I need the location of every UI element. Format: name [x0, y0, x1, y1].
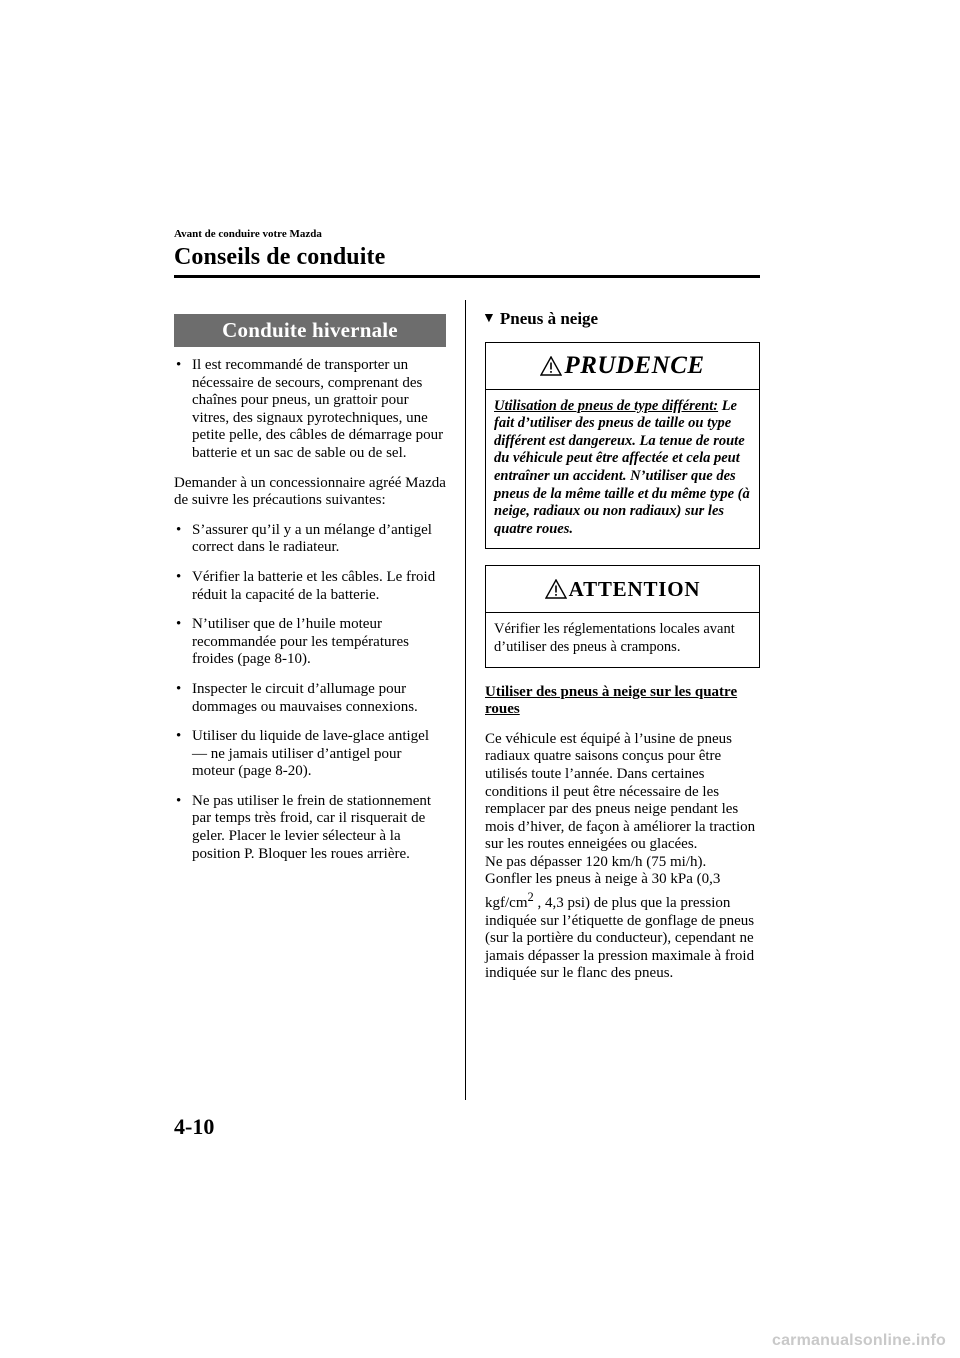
body-paragraph: Ce véhicule est équipé à l’usine de pneus radiaux quatre saisons conçus pour être utilisés toute l’année. Dans certaines conditions il peut être nécessaire de les remplacer par des pneus neige pendant les mois d’hiver, de façon à améliorer la traction sur les routes enneigées ou glacées.: [485, 730, 756, 853]
left-column: [174, 314, 446, 875]
prudence-box: [485, 342, 760, 550]
list-item-text: Inspecter le circuit d’allumage pour dommages ou mauvaises connexions.: [192, 680, 418, 715]
prudence-text: Le fait d’utiliser des pneus de taille ou type différent est dangereux. La tenue de route du véhicule peut être affectée et cela peut entraîner un accident. N’utiliser que des pneus de la même taille et du même type (à neige, radiaux ou non radiaux) sur les quatre roues.: [494, 397, 750, 537]
prudence-header: [486, 343, 759, 390]
bullet-icon: •: [176, 728, 182, 745]
snow-tires-heading-text: Pneus à neige: [499, 309, 599, 328]
prudence-label: PRUDENCE: [564, 351, 705, 379]
bullet-icon: •: [176, 568, 182, 585]
snow-tires-heading: [482, 310, 760, 328]
superscript: 2: [527, 890, 534, 905]
section-label: Avant de conduire votre Mazda: [174, 228, 322, 240]
inflation-text: [485, 871, 760, 983]
speed-limit-text: Ne pas dépasser 120 km/h (75 mi/h).: [485, 853, 707, 870]
attention-body: Vérifier les réglementations locales avant d’utiliser des pneus à crampons.: [494, 621, 735, 655]
bullet-icon: •: [176, 521, 182, 538]
list-item: [174, 569, 446, 604]
list-item-text: Ne pas utiliser le frein de stationnement par temps très froid, car il risquerait de geler. Placer le levier sélecteur à la position P. Bloquer les roues arrière.: [192, 792, 432, 862]
warning-triangle-icon: [545, 579, 567, 599]
column-divider: [465, 300, 466, 1100]
right-column: [482, 309, 760, 983]
header-rule: [174, 275, 760, 278]
four-wheels-subheading: Utiliser des pneus à neige sur les quatre roues: [485, 683, 738, 718]
bullet-icon: •: [176, 792, 182, 809]
inflation-text-b: , 4,3 psi) de plus que la pression indiquée sur l’étiquette de gonflage de pneus (sur la portière du conducteur), cependant ne jamais dépasser la pression maximale à froid indiquée sur le flanc des pneus.: [485, 895, 755, 982]
winter-driving-banner: Conduite hivernale: [174, 314, 446, 347]
dealer-paragraph: Demander à un concessionnaire agréé Mazda de suivre les précautions suivantes:: [174, 474, 446, 509]
list-item: [174, 522, 446, 557]
list-item: [174, 728, 446, 781]
prudence-body: [486, 390, 759, 549]
list-item-text: Il est recommandé de transporter un nécessaire de secours, comprenant des chaînes pour pneus, un grattoir pour vitres, des signaux pyrotechniques, une petite pelle, des câbles de démarrage pour batterie et un sac de sable ou de sel.: [192, 357, 444, 461]
chapter-title: Conseils de conduite: [174, 244, 386, 270]
snow-tires-body: [485, 731, 760, 983]
attention-box: [485, 565, 760, 667]
watermark: carmanualsonline.info: [771, 1332, 946, 1349]
list-item-text: Utiliser du liquide de lave-glace antigel — ne jamais utiliser d’antigel pour moteur (page 8-20).: [192, 728, 429, 780]
list-item: [174, 681, 446, 716]
list-item: [174, 793, 446, 863]
list-item: [174, 616, 446, 669]
list-item-text: S’assurer qu’il y a un mélange d’antigel correct dans le radiateur.: [192, 521, 432, 556]
list-item-text: Vérifier la batterie et les câbles. Le froid réduit la capacité de la batterie.: [192, 568, 436, 603]
list-item-text: N’utiliser que de l’huile moteur recommandée pour les températures froides (page 8-10).: [192, 616, 409, 668]
bullet-icon: •: [176, 616, 182, 633]
inflation-text-a: Gonfler les pneus à neige à 30 kPa (0,3 kgf/cm: [485, 871, 721, 912]
warning-triangle-icon: [540, 356, 562, 376]
page-number: 4-10: [174, 1114, 215, 1139]
triangle-down-icon: ▼: [482, 311, 496, 326]
attention-header: [486, 566, 759, 613]
bullet-icon: •: [176, 357, 182, 373]
prudence-underlined-title: Utilisation de pneus de type différent:: [494, 397, 719, 414]
list-item: [174, 357, 446, 463]
attention-label: ATTENTION: [568, 576, 701, 601]
bullet-icon: •: [176, 680, 182, 697]
